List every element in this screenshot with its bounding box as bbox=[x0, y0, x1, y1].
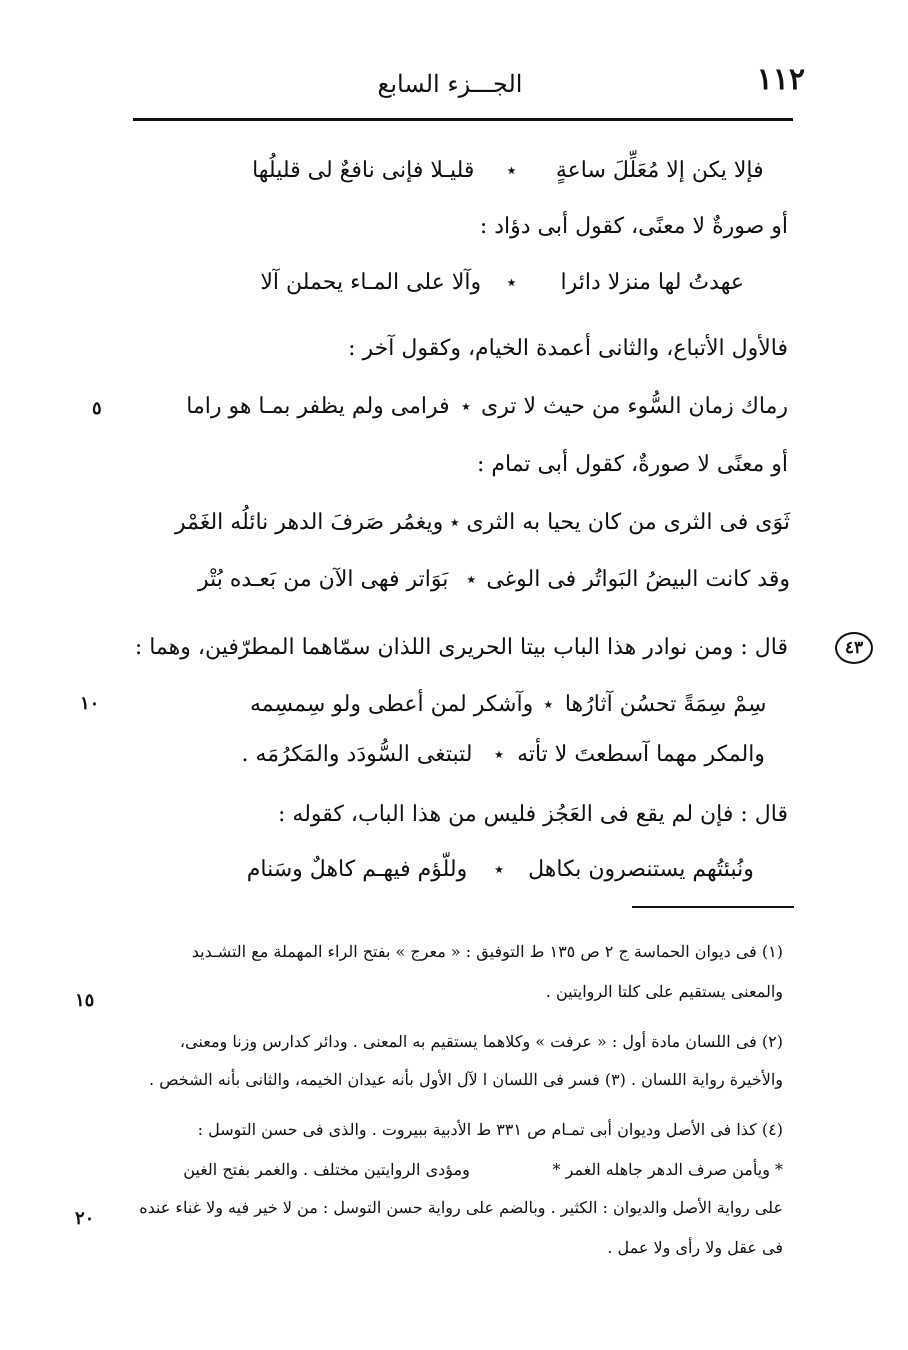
line-number: ١٠ bbox=[80, 693, 100, 714]
footnote-line: (٤) كذا فى الأصل وديوان أبى تمـام ص ٣٣١ ط الأدبية ببيروت . والذى فى حسن التوسل : bbox=[197, 1120, 783, 1139]
verse-line bbox=[245, 268, 778, 298]
footnote-line: والأخيرة رواية اللسان . (٣) فسر فى اللسان ا لآل الأول بأنه عيدان الخيمه، والثانى بأنه الشخص . bbox=[149, 1070, 783, 1089]
verse-hemistich: بَوَاتر فهى الآن من بَعـده بُتْر bbox=[198, 567, 449, 592]
footnote-verse-text: ومؤدى الروايتين مختلف . والغمر بفتح الغين bbox=[183, 1160, 470, 1179]
footnote-line: على رواية الأصل والديوان : الكثير . وبالضم على رواية حسن التوسل : من لا خير فيه ولا غناء عنده bbox=[139, 1198, 783, 1217]
verse-line bbox=[185, 392, 788, 422]
verse-hemistich: فإلا يكن إلا مُعَلِّلَ ساعةٍ bbox=[555, 158, 764, 183]
verse-hemistich: فرامى ولم يظفر بمـا هو راما bbox=[186, 394, 450, 419]
line-number: ١٥ bbox=[75, 990, 95, 1011]
prose-line: قال : ومن نوادر هذا الباب بيتا الحريرى اللذان سمّاهما المطرّفين، وهما : bbox=[134, 635, 788, 660]
verse-separator-icon: ٭ bbox=[494, 744, 504, 765]
running-title: الجـــزء السابع bbox=[377, 70, 523, 98]
footnote-verse-text: * ويأمن صرف الدهر جاهله الغمر * bbox=[552, 1160, 783, 1179]
verse-separator-icon: ٭ bbox=[461, 396, 471, 417]
original-page-marker: ٤٣ bbox=[835, 632, 873, 664]
verse-hemistich: وآلا على المـاء يحملن آلا bbox=[260, 270, 482, 295]
footnote-line: والمعنى يستقيم على كلتا الروايتين . bbox=[545, 982, 783, 1001]
verse-hemistich: وللّؤم فيهـم كاهلٌ وسَنام bbox=[246, 857, 468, 882]
verse-separator-icon: ٭ bbox=[449, 512, 460, 533]
verse-hemistich: وقد كانت البيضُ البَواتُر فى الوغى bbox=[486, 567, 790, 592]
verse-separator-icon: ٭ bbox=[543, 694, 554, 715]
prose-line: فالأول الأتباع، والثانى أعمدة الخيام، وكقول آخر : bbox=[348, 336, 788, 361]
prose-line: قال : فإن لم يقع فى العَجُز فليس من هذا الباب، كقوله : bbox=[278, 802, 788, 827]
verse-hemistich: ونُبئتُهم يستنصرون بكاهل bbox=[528, 857, 754, 882]
footnote-verse bbox=[130, 1158, 783, 1182]
verse-line bbox=[230, 156, 793, 186]
verse-hemistich: والمكر مهما آسطعتَ لا تأته bbox=[517, 742, 765, 767]
verse-separator-icon: ٭ bbox=[466, 569, 477, 590]
verse-line bbox=[175, 508, 790, 538]
page-number: ١١٢ bbox=[756, 62, 805, 97]
footnote-line: فى عقل ولا رأى ولا عمل . bbox=[607, 1238, 783, 1257]
line-number: ٢٠ bbox=[75, 1208, 95, 1229]
verse-hemistich: ثَوَى فى الثرى من كان يحيا به الثرى bbox=[466, 510, 790, 535]
footnote-rule bbox=[632, 906, 794, 908]
verse-hemistich: سِمْ سِمَةً تحسُن آثارُها bbox=[564, 692, 767, 717]
verse-line bbox=[190, 565, 790, 595]
header-rule bbox=[133, 118, 793, 121]
verse-hemistich: ويغمُر صَرفَ الدهر نائلُه الغَمْر bbox=[175, 510, 444, 535]
verse-hemistich: وآشكر لمن أعطى ولو سِمسِمه bbox=[250, 692, 534, 717]
verse-hemistich: لتبتغى السُّودَد والمَكرُمَه . bbox=[241, 742, 473, 767]
prose-line: أو معنًى لا صورةٌ، كقول أبى تمام : bbox=[476, 452, 788, 477]
verse-separator-icon: ٭ bbox=[506, 160, 517, 181]
line-number: ٥ bbox=[92, 398, 102, 419]
verse-line bbox=[230, 740, 768, 770]
verse-hemistich: قليـلا فإنى نافعٌ لى قليلُها bbox=[252, 158, 475, 183]
verse-hemistich: عهدتُ لها منزلا دائرا bbox=[560, 270, 744, 295]
prose-line: أو صورةٌ لا معنًى، كقول أبى دؤاد : bbox=[479, 214, 788, 239]
verse-line bbox=[230, 855, 768, 885]
verse-hemistich: رماك زمان السُّوء من حيث لا ترى bbox=[480, 394, 788, 419]
footnote-line: (١) فى ديوان الحماسة ج ٢ ص ١٣٥ ط التوفيق : « معرج » بفتح الراء المهملة مع التشـديد bbox=[191, 942, 783, 961]
verse-line bbox=[250, 690, 768, 720]
verse-separator-icon: ٭ bbox=[494, 859, 504, 880]
verse-separator-icon: ٭ bbox=[506, 272, 517, 293]
footnote-line: (٢) فى اللسان مادة أول : « عرفت » وكلاهما يستقيم به المعنى . ودائر كدارس وزنا ومعنى، bbox=[179, 1032, 783, 1051]
